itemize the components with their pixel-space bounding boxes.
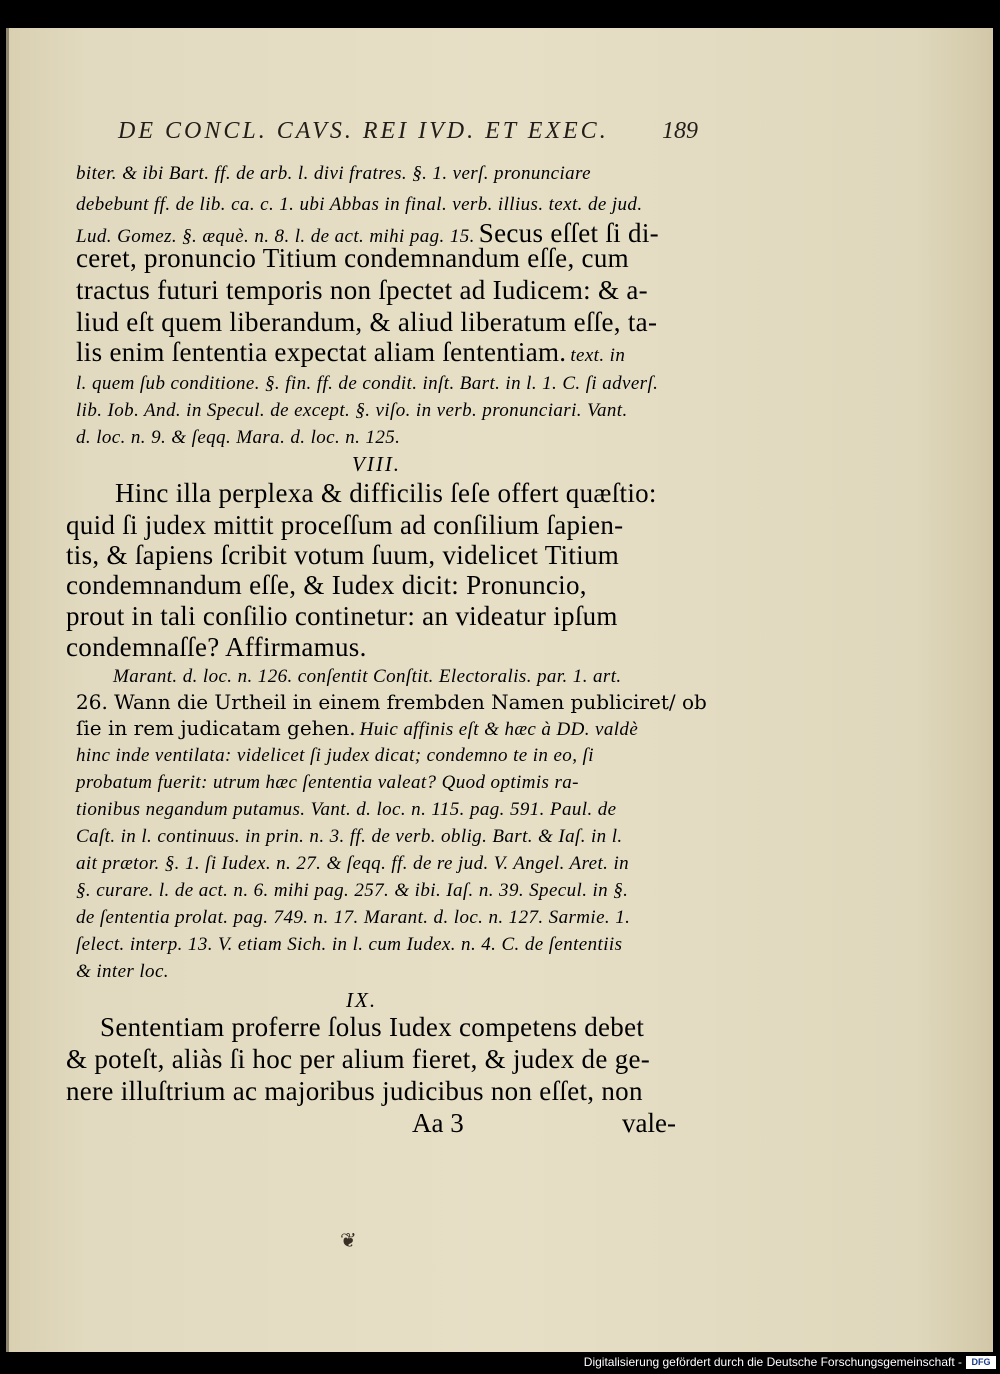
text-line: ceret, pronuncio Titium condemnandum eſſe, cum: [76, 243, 629, 273]
text-line: Marant. d. loc. n. 126. conſentit Conſtit. Electoralis. par. 1. art.: [113, 666, 622, 687]
text-line: nere illuſtrium ac majoribus judicibus non eſſet, non: [66, 1076, 643, 1106]
section-number-ix: IX.: [346, 988, 378, 1012]
text-line: condemnandum eſſe, & Iudex dicit: Pronuncio,: [66, 570, 587, 600]
text-line: biter. & ibi Bart. ff. de arb. l. divi fratres. §. 1. verſ. pronunciare: [76, 163, 591, 184]
text-line: tractus futuri temporis non ſpectet ad Iudicem: & a-: [76, 275, 648, 305]
text-line: Sententiam proferre ſolus Iudex competens debet: [100, 1012, 645, 1042]
text-line: hinc inde ventilata: videlicet ſi judex dicat; condemno te in eo, ſi: [76, 745, 594, 766]
text-line: Caſt. in l. continuus. in prin. n. 3. ff. de verb. oblig. Bart. & Iaſ. in l.: [76, 826, 623, 847]
text-line: debebunt ff. de lib. ca. c. 1. ubi Abbas in final. verb. illius. text. de jud.: [76, 194, 643, 215]
text-line: lib. Iob. And. in Specul. de except. §. viſo. in verb. pronunciari. Vant.: [76, 400, 628, 421]
ornament-icon: ❦: [340, 1230, 357, 1252]
text-line: de ſententia prolat. pag. 749. n. 17. Marant. d. loc. n. 127. Sarmie. 1.: [76, 907, 631, 928]
text-line: condemnaſſe? Affirmamus.: [66, 632, 367, 662]
text-line: prout in tali conſilio continetur: an videatur ipſum: [66, 601, 618, 631]
text-line: tis, & ſapiens ſcribit votum ſuum, videlicet Titium: [66, 540, 620, 570]
section-number-viii: VIII.: [352, 452, 402, 476]
text-line: ait prætor. §. 1. ſi Iudex. n. 27. & ſeqq. ff. de re jud. V. Angel. Aret. in: [76, 853, 630, 874]
body-text: Secus eſſet ſi di-: [478, 218, 659, 248]
dfg-logo-icon: DFG: [966, 1356, 996, 1369]
text-line: Hinc illa perplexa & difficilis ſeſe offert quæſtio:: [115, 478, 657, 508]
text-line: quid ſi judex mittit proceſſum ad conſilium ſapien-: [66, 510, 624, 540]
citation-text: text. in: [570, 345, 626, 366]
page-number: 189: [662, 118, 698, 144]
text-line: tionibus negandum putamus. Vant. d. loc. n. 115. pag. 591. Paul. de: [76, 799, 617, 820]
german-text: ſie in rem judicatam gehen.: [76, 716, 356, 740]
footer-credit: Digitalisierung gefördert durch die Deutsche Forschungsgemeinschaft -: [583, 1355, 962, 1369]
running-head: [118, 118, 698, 150]
text-line: d. loc. n. 9. & ſeqq. Mara. d. loc. n. 125.: [76, 427, 401, 448]
text-line: [76, 716, 638, 741]
text-line: [76, 690, 707, 715]
catchword: vale-: [622, 1108, 676, 1138]
citation-text: Huic affinis eſt & hæc à DD. valdè: [359, 719, 639, 740]
signature-mark: Aa 3: [412, 1108, 464, 1138]
citation-text: Lud. Gomez. §. æquè. n. 8. l. de act. mihi pag. 15.: [76, 226, 475, 247]
text-line: & poteſt, aliàs ſi hoc per alium fieret, & judex de ge-: [66, 1044, 651, 1074]
german-text: 26. Wann die Urtheil in einem frembden Namen publiciret/ ob: [76, 690, 707, 714]
text-line: [76, 337, 625, 368]
text-line: §. curare. l. de act. n. 6. mihi pag. 257. & ibi. Iaſ. n. 39. Specul. in §.: [76, 880, 629, 901]
text-line: l. quem ſub conditione. §. fin. ff. de condit. inſt. Bart. in l. 1. C. ſi adverſ.: [76, 373, 659, 394]
body-text: lis enim ſententia expectat aliam ſententiam.: [76, 337, 567, 367]
text-line: probatum fuerit: utrum hæc ſententia valeat? Quod optimis ra-: [76, 772, 579, 793]
text-line: & inter loc.: [76, 961, 169, 982]
text-line: ſelect. interp. 13. V. etiam Sich. in l. cum Iudex. n. 4. C. de ſententiis: [76, 934, 623, 955]
footer-bar: [0, 1352, 1000, 1374]
running-head-title: DE CONCL. CAVS. REI IVD. ET EXEC.: [118, 118, 609, 144]
text-line: liud eſt quem liberandum, & aliud liberatum eſſe, ta-: [76, 307, 658, 337]
